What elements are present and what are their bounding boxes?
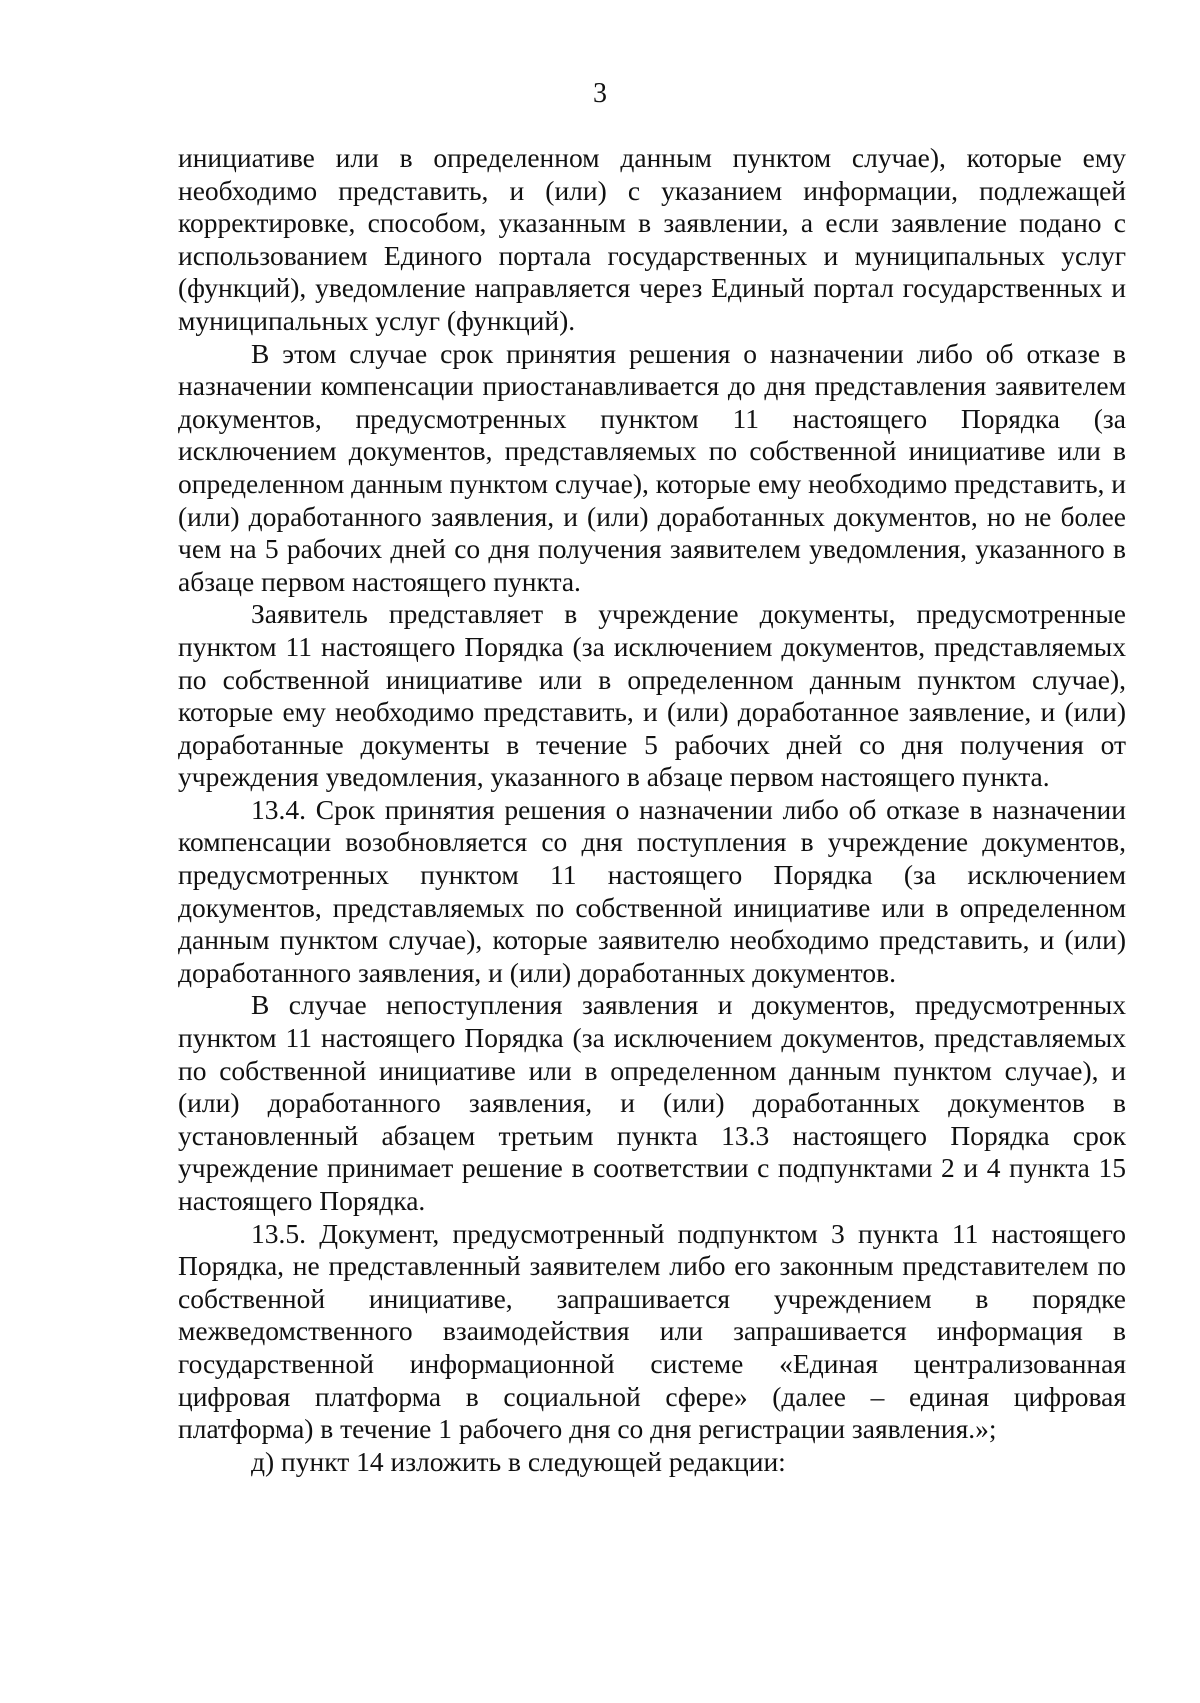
paragraph-continuation: инициативе или в определенном данным пунктом случае), которые ему необходимо представить, и (или) с указанием информации, подлежащей корректировке, способом, указанным в заявлении, а если заявление подано с использованием Единого портала государственных и муниципальных услуг (функций), уведомление направляется через Единый портал государственных и муниципальных услуг (функций). <box>178 142 1126 336</box>
document-body <box>178 142 1126 1478</box>
paragraph-item-d: д) пункт 14 изложить в следующей редакции: <box>251 1445 786 1477</box>
paragraph-applicant-submission: Заявитель представляет в учреждение документы, предусмотренные пунктом 11 настоящего Порядка (за исключением документов, представляемых по собственной инициативе или в определенном данным пунктом случае), которые ему необходимо представить, и (или) доработанное заявление, и (или) доработанные документы в течение 5 рабочих дней со дня получения от учреждения уведомления, указанного в абзаце первом настоящего пункта. <box>178 598 1126 793</box>
paragraph-13-5: 13.5. Документ, предусмотренный подпунктом 3 пункта 11 настоящего Порядка, не представленный заявителем либо его законным представителем по собственной инициативе, запрашивается учреждением в порядке межведомственного взаимодействия или запрашивается информация в государственной информационной системе «Единая централизованная цифровая платформа в социальной сфере» (далее – единая цифровая платформа) в течение 1 рабочего дня со дня регистрации заявления.»; <box>178 1217 1126 1445</box>
paragraph-non-receipt: В случае непоступления заявления и документов, предусмотренных пунктом 11 настоящего Порядка (за исключением документов, представляемых по собственной инициативе или в определенном данным пунктом случае), и (или) доработанного заявления, и (или) доработанных документов в установленный абзацем третьим пункта 13.3 настоящего Порядка срок учреждение принимает решение в соответствии с подпунктами 2 и 4 пункта 15 настоящего Порядка. <box>178 989 1126 1216</box>
paragraph-suspension-term: В этом случае срок принятия решения о назначении либо об отказе в назначении компенсации приостанавливается до дня представления заявителем документов, предусмотренных пунктом 11 настоящего Порядка (за исключением документов, представляемых по собственной инициативе или в определенном данным пунктом случае), которые ему необходимо представить, и (или) доработанного заявления, и (или) доработанных документов, но не более чем на 5 рабочих дней со дня получения заявителем уведомления, указанного в абзаце первом настоящего пункта. <box>178 337 1126 597</box>
page-number: 3 <box>593 78 607 109</box>
paragraph-13-4: 13.4. Срок принятия решения о назначении либо об отказе в назначении компенсации возобновляется со дня поступления в учреждение документов, предусмотренных пунктом 11 настоящего Порядка (за исключением документов, представляемых по собственной инициативе или в определенном данным пунктом случае), которые заявителю необходимо представить, и (или) доработанного заявления, и (или) доработанных документов. <box>178 793 1126 988</box>
